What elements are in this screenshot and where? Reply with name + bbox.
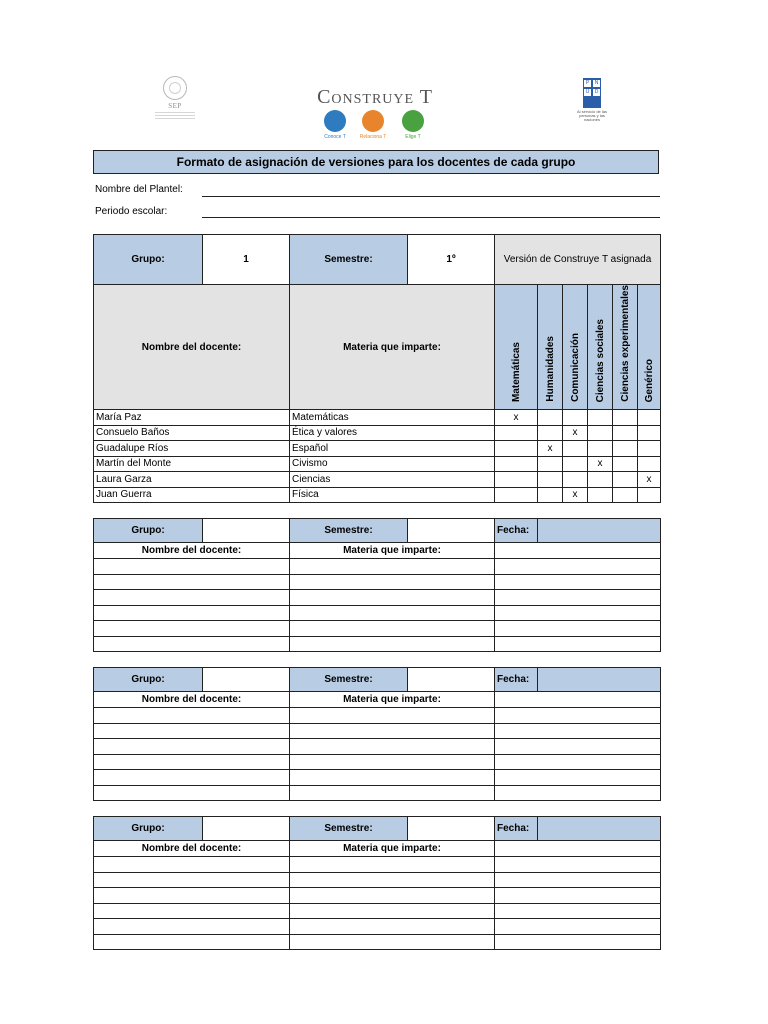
version-cell[interactable] bbox=[495, 754, 661, 770]
docente-cell[interactable]: Juan Guerra bbox=[94, 487, 290, 503]
version-header-label: Genérico bbox=[643, 358, 655, 402]
materia-cell[interactable] bbox=[290, 857, 495, 873]
materia-header: Materia que imparte: bbox=[290, 285, 495, 410]
version-cell[interactable] bbox=[495, 543, 661, 559]
version-header-label: Ciencias sociales bbox=[594, 318, 606, 402]
version-cell[interactable] bbox=[495, 903, 661, 919]
materia-cell[interactable]: Física bbox=[290, 487, 495, 503]
table-row bbox=[94, 574, 661, 590]
materia-cell[interactable] bbox=[290, 708, 495, 724]
version-mark-cell[interactable] bbox=[588, 425, 613, 441]
docente-cell[interactable]: Guadalupe Ríos bbox=[94, 441, 290, 457]
plantel-input-line[interactable] bbox=[202, 196, 660, 197]
docente-cell[interactable] bbox=[94, 754, 290, 770]
materia-cell[interactable]: Ciencias bbox=[290, 472, 495, 488]
relaciona-t-icon bbox=[362, 110, 384, 132]
table-row bbox=[94, 621, 661, 637]
fecha-label: Fecha: bbox=[495, 668, 538, 692]
materia-cell[interactable] bbox=[290, 621, 495, 637]
grupo-input[interactable] bbox=[203, 519, 290, 543]
version-cell[interactable] bbox=[495, 785, 661, 801]
version-cell[interactable] bbox=[495, 574, 661, 590]
materia-cell[interactable]: Matemáticas bbox=[290, 410, 495, 426]
version-mark-cell[interactable] bbox=[638, 441, 661, 457]
version-mark-cell[interactable] bbox=[613, 487, 638, 503]
conoce-t-caption: Conoce T bbox=[324, 134, 346, 140]
version-header-comunicacion bbox=[563, 285, 588, 410]
materia-header: Materia que imparte: bbox=[290, 543, 495, 559]
table-row bbox=[94, 708, 661, 724]
table-row bbox=[94, 857, 661, 873]
version-header-label: Comunicación bbox=[569, 333, 581, 402]
materia-cell[interactable] bbox=[290, 636, 495, 652]
table-row bbox=[94, 425, 661, 441]
materia-cell[interactable]: Español bbox=[290, 441, 495, 457]
construye-t-title: Construye T bbox=[317, 86, 433, 108]
docente-cell[interactable] bbox=[94, 559, 290, 575]
table-row bbox=[94, 919, 661, 935]
version-header-label: Humanidades bbox=[544, 336, 556, 402]
table-row bbox=[94, 739, 661, 755]
docente-cell[interactable] bbox=[94, 574, 290, 590]
docente-cell[interactable] bbox=[94, 919, 290, 935]
materia-cell[interactable] bbox=[290, 590, 495, 606]
docente-cell[interactable] bbox=[94, 739, 290, 755]
version-mark-cell[interactable]: x bbox=[638, 472, 661, 488]
version-mark-cell[interactable] bbox=[495, 425, 538, 441]
semestre-label: Semestre: bbox=[290, 817, 408, 841]
table-row bbox=[94, 441, 661, 457]
version-cell[interactable] bbox=[495, 559, 661, 575]
docente-cell[interactable] bbox=[94, 590, 290, 606]
docente-cell[interactable] bbox=[94, 636, 290, 652]
version-cell[interactable] bbox=[495, 636, 661, 652]
form-title: Formato de asignación de versiones para los docentes de cada grupo bbox=[93, 150, 659, 174]
version-cell[interactable] bbox=[495, 590, 661, 606]
grupo-label: Grupo: bbox=[94, 519, 203, 543]
version-cell[interactable] bbox=[495, 934, 661, 950]
version-mark-cell[interactable] bbox=[563, 456, 588, 472]
version-header-label: Matemáticas bbox=[510, 341, 522, 402]
docente-cell[interactable] bbox=[94, 723, 290, 739]
version-mark-cell[interactable] bbox=[563, 410, 588, 426]
semestre-label: Semestre: bbox=[290, 519, 408, 543]
version-mark-cell[interactable]: x bbox=[588, 456, 613, 472]
docente-cell[interactable]: Consuelo Baños bbox=[94, 425, 290, 441]
semestre-label: Semestre: bbox=[290, 235, 408, 285]
plantel-label: Nombre del Plantel: bbox=[95, 184, 183, 195]
version-mark-cell[interactable] bbox=[638, 487, 661, 503]
version-header-ciencias-experimentales bbox=[613, 285, 638, 410]
version-cell[interactable] bbox=[495, 692, 661, 708]
docente-cell[interactable] bbox=[94, 770, 290, 786]
table-row bbox=[94, 770, 661, 786]
semestre-label: Semestre: bbox=[290, 668, 408, 692]
version-mark-cell[interactable] bbox=[495, 456, 538, 472]
table-row bbox=[94, 934, 661, 950]
materia-cell[interactable] bbox=[290, 888, 495, 904]
sep-logo bbox=[140, 76, 210, 124]
table-row bbox=[94, 590, 661, 606]
version-mark-cell[interactable] bbox=[538, 456, 563, 472]
version-mark-cell[interactable] bbox=[638, 410, 661, 426]
table-row bbox=[94, 472, 661, 488]
version-mark-cell[interactable] bbox=[495, 487, 538, 503]
materia-cell[interactable] bbox=[290, 872, 495, 888]
table-row bbox=[94, 903, 661, 919]
docente-cell[interactable] bbox=[94, 621, 290, 637]
table-row bbox=[94, 605, 661, 621]
grupo-input[interactable] bbox=[203, 668, 290, 692]
docente-header: Nombre del docente: bbox=[94, 692, 290, 708]
materia-cell[interactable] bbox=[290, 919, 495, 935]
version-mark-cell[interactable] bbox=[538, 425, 563, 441]
version-mark-cell[interactable] bbox=[538, 410, 563, 426]
periodo-input-line[interactable] bbox=[202, 217, 660, 218]
version-mark-cell[interactable] bbox=[613, 441, 638, 457]
undp-letter: D bbox=[594, 89, 599, 95]
materia-cell[interactable] bbox=[290, 559, 495, 575]
semestre-input[interactable] bbox=[408, 817, 495, 841]
materia-cell[interactable] bbox=[290, 754, 495, 770]
materia-cell[interactable] bbox=[290, 574, 495, 590]
materia-cell[interactable] bbox=[290, 785, 495, 801]
version-header-matematicas bbox=[495, 285, 538, 410]
sep-tagline-decoration bbox=[140, 112, 210, 119]
table-row bbox=[94, 872, 661, 888]
materia-cell[interactable] bbox=[290, 723, 495, 739]
version-mark-cell[interactable] bbox=[538, 472, 563, 488]
version-mark-cell[interactable]: x bbox=[563, 425, 588, 441]
materia-cell[interactable] bbox=[290, 903, 495, 919]
materia-cell[interactable]: Ética y valores bbox=[290, 425, 495, 441]
version-cell[interactable] bbox=[495, 708, 661, 724]
version-header-generico bbox=[638, 285, 661, 410]
version-mark-cell[interactable] bbox=[495, 441, 538, 457]
fecha-label: Fecha: bbox=[495, 817, 538, 841]
version-cell[interactable] bbox=[495, 888, 661, 904]
version-mark-cell[interactable] bbox=[613, 456, 638, 472]
version-cell[interactable] bbox=[495, 770, 661, 786]
grupo-label: Grupo: bbox=[94, 235, 203, 285]
version-header-ciencias-sociales bbox=[588, 285, 613, 410]
version-mark-cell[interactable] bbox=[638, 425, 661, 441]
undp-letter: P bbox=[585, 80, 590, 86]
version-mark-cell[interactable] bbox=[613, 425, 638, 441]
materia-cell[interactable] bbox=[290, 739, 495, 755]
page-header bbox=[0, 0, 768, 150]
construye-t-icons bbox=[318, 110, 438, 144]
version-mark-cell[interactable] bbox=[495, 472, 538, 488]
table-row bbox=[94, 487, 661, 503]
materia-cell[interactable] bbox=[290, 770, 495, 786]
version-label: Versión de Construye T asignada bbox=[495, 235, 661, 285]
docente-cell[interactable] bbox=[94, 785, 290, 801]
materia-header: Materia que imparte: bbox=[290, 692, 495, 708]
docente-cell[interactable] bbox=[94, 872, 290, 888]
sep-label: SEP bbox=[168, 102, 182, 110]
version-mark-cell[interactable] bbox=[613, 472, 638, 488]
version-cell[interactable] bbox=[495, 857, 661, 873]
docente-cell[interactable] bbox=[94, 857, 290, 873]
fecha-label: Fecha: bbox=[495, 519, 538, 543]
docente-cell[interactable]: Laura Garza bbox=[94, 472, 290, 488]
version-header-label: Ciencias experimentales bbox=[619, 285, 631, 402]
version-cell[interactable] bbox=[495, 739, 661, 755]
version-mark-cell[interactable] bbox=[588, 441, 613, 457]
version-mark-cell[interactable]: x bbox=[495, 410, 538, 426]
blank-assignment-table bbox=[93, 816, 661, 950]
grupo-value[interactable]: 1 bbox=[203, 235, 290, 285]
table-row bbox=[94, 410, 661, 426]
semestre-input[interactable] bbox=[408, 668, 495, 692]
version-mark-cell[interactable] bbox=[588, 487, 613, 503]
docente-header: Nombre del docente: bbox=[94, 543, 290, 559]
materia-cell[interactable]: Civismo bbox=[290, 456, 495, 472]
version-mark-cell[interactable] bbox=[563, 441, 588, 457]
version-mark-cell[interactable] bbox=[588, 410, 613, 426]
table-row bbox=[94, 723, 661, 739]
version-header-humanidades bbox=[538, 285, 563, 410]
docente-cell[interactable] bbox=[94, 888, 290, 904]
version-mark-cell[interactable] bbox=[538, 487, 563, 503]
example-assignment-table bbox=[93, 234, 661, 503]
docente-cell[interactable]: María Paz bbox=[94, 410, 290, 426]
table-row bbox=[94, 636, 661, 652]
version-cell[interactable] bbox=[495, 841, 661, 857]
version-mark-cell[interactable] bbox=[588, 472, 613, 488]
table-row bbox=[94, 888, 661, 904]
version-mark-cell[interactable]: x bbox=[563, 487, 588, 503]
semestre-input[interactable] bbox=[408, 519, 495, 543]
elige-t-caption: Elige T bbox=[405, 134, 421, 140]
table-row bbox=[94, 559, 661, 575]
table-row bbox=[94, 785, 661, 801]
semestre-value[interactable]: 1º bbox=[408, 235, 495, 285]
docente-header: Nombre del docente: bbox=[94, 285, 290, 410]
blank-assignment-table bbox=[93, 518, 661, 652]
table-row bbox=[94, 754, 661, 770]
version-cell[interactable] bbox=[495, 919, 661, 935]
docente-cell[interactable] bbox=[94, 605, 290, 621]
version-mark-cell[interactable]: x bbox=[538, 441, 563, 457]
fecha-input[interactable] bbox=[538, 519, 661, 543]
materia-header: Materia que imparte: bbox=[290, 841, 495, 857]
version-cell[interactable] bbox=[495, 723, 661, 739]
version-mark-cell[interactable] bbox=[613, 410, 638, 426]
fecha-input[interactable] bbox=[538, 817, 661, 841]
docente-cell[interactable]: Martín del Monte bbox=[94, 456, 290, 472]
version-cell[interactable] bbox=[495, 605, 661, 621]
elige-t-icon bbox=[402, 110, 424, 132]
docente-cell[interactable] bbox=[94, 934, 290, 950]
docente-header: Nombre del docente: bbox=[94, 841, 290, 857]
materia-cell[interactable] bbox=[290, 605, 495, 621]
materia-cell[interactable] bbox=[290, 934, 495, 950]
version-cell[interactable] bbox=[495, 872, 661, 888]
docente-cell[interactable] bbox=[94, 708, 290, 724]
periodo-label: Periodo escolar: bbox=[95, 206, 168, 217]
version-mark-cell[interactable] bbox=[638, 456, 661, 472]
grupo-input[interactable] bbox=[203, 817, 290, 841]
undp-caption: Al servicio de las personas y las naciones bbox=[576, 109, 607, 122]
mexico-seal-icon bbox=[163, 76, 187, 100]
fecha-input[interactable] bbox=[538, 668, 661, 692]
relaciona-t-caption: Relaciona T bbox=[359, 134, 387, 140]
undp-letter: U bbox=[585, 89, 590, 95]
version-mark-cell[interactable] bbox=[563, 472, 588, 488]
undp-letter: N bbox=[594, 80, 599, 86]
conoce-t-icon bbox=[324, 110, 346, 132]
blank-assignment-table bbox=[93, 667, 661, 801]
table-row bbox=[94, 456, 661, 472]
grupo-label: Grupo: bbox=[94, 817, 203, 841]
version-cell[interactable] bbox=[495, 621, 661, 637]
grupo-label: Grupo: bbox=[94, 668, 203, 692]
docente-cell[interactable] bbox=[94, 903, 290, 919]
undp-logo bbox=[583, 78, 601, 108]
